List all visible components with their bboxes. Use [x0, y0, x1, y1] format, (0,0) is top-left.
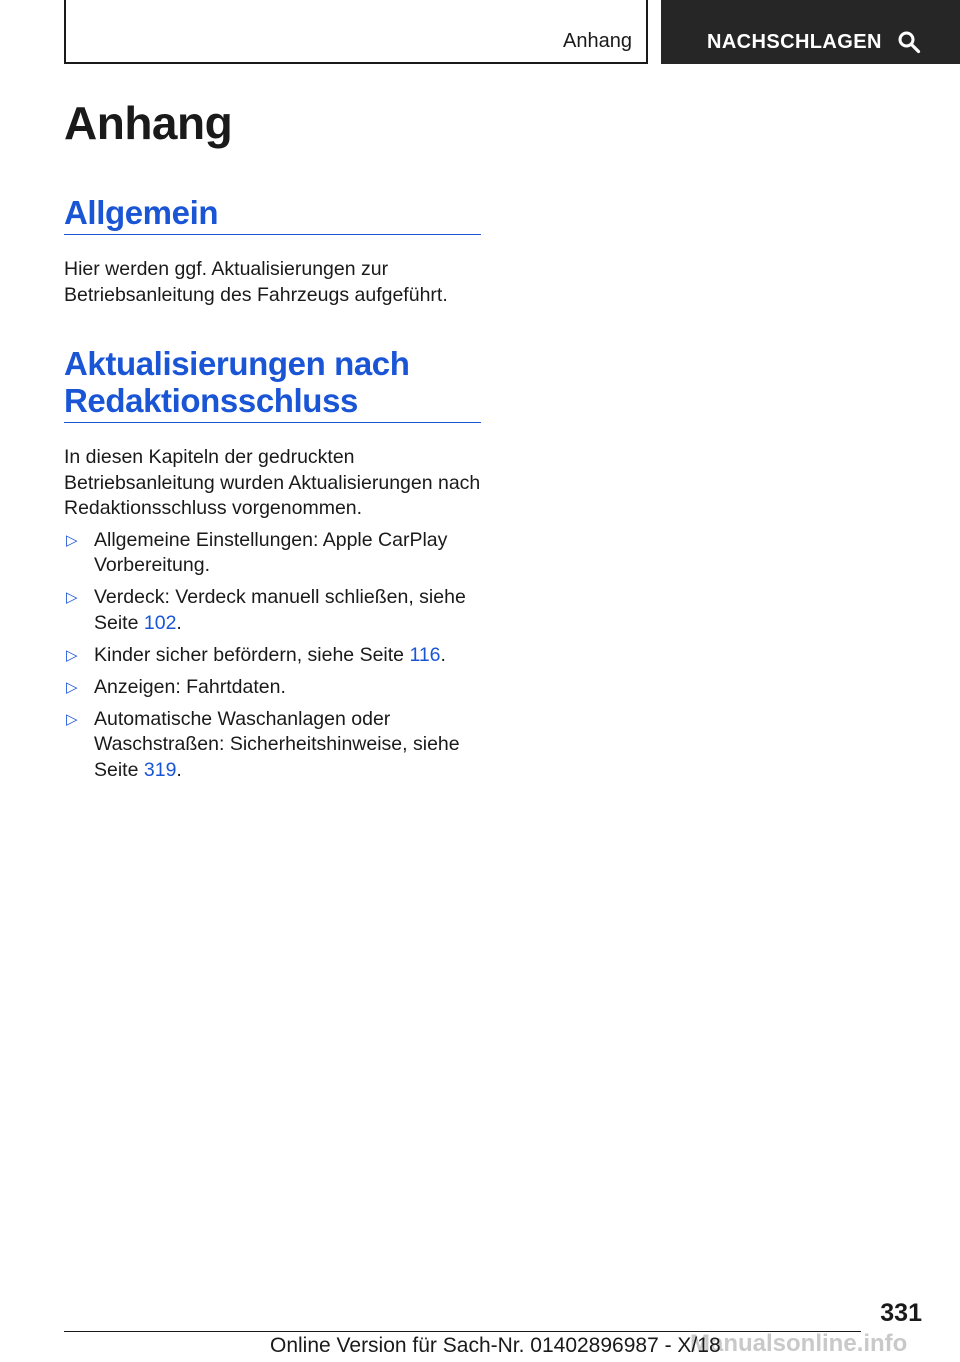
footer-watermark: Manualsonline.info: [690, 1330, 908, 1357]
section-heading: Aktualisierungen nach Redaktionsschluss: [64, 345, 481, 423]
section-allgemein: [64, 194, 481, 308]
header-section-tab[interactable]: [661, 0, 960, 64]
section-body: In diesen Kapiteln der gedruckten Betriebsanleitung wurden Aktualisierungen nach Redaktionsschluss vorgenommen.: [64, 446, 481, 519]
page-link[interactable]: 102: [143, 611, 177, 634]
list-item: [64, 643, 481, 669]
header-chapter-box: [64, 0, 648, 64]
search-icon[interactable]: [897, 30, 921, 54]
page-number: 331: [880, 1299, 922, 1327]
update-list: [64, 528, 481, 784]
page-link[interactable]: 116: [409, 643, 441, 666]
list-item-text: Automatische Waschanlagen oder Waschstraßen: Sicherheitshinweise, siehe Seite: [94, 707, 460, 781]
list-item: [64, 675, 481, 701]
page-title: Anhang: [64, 97, 233, 149]
list-item: [64, 528, 481, 579]
list-item-text: Verdeck: Verdeck manuell schließen, siehe Seite: [94, 586, 466, 634]
list-item-text: Allgemeine Einstellungen: Apple CarPlay Vorbereitung.: [94, 528, 448, 576]
section-body: Hier werden ggf. Aktualisierungen zur Betriebsanleitung des Fahrzeugs aufgeführt.: [64, 258, 448, 306]
list-item-text: Kinder sicher befördern, siehe Seite: [94, 643, 410, 666]
list-item: [64, 585, 481, 636]
page-link[interactable]: 319: [143, 758, 177, 781]
section-aktualisierungen: [64, 345, 481, 790]
footer-text: Online Version für Sach-Nr. 01402896987 - X/18: [270, 1334, 721, 1357]
section-heading: Allgemein: [64, 194, 481, 235]
header-section-label: NACHSCHLAGEN: [707, 31, 882, 53]
list-item-suffix: .: [440, 643, 446, 666]
triangle-bullet-icon: ▷: [66, 646, 78, 664]
header-chapter-label: Anhang: [563, 30, 632, 52]
triangle-bullet-icon: ▷: [66, 589, 78, 606]
triangle-bullet-icon: ▷: [66, 678, 78, 696]
triangle-bullet-icon: ▷: [66, 531, 78, 549]
list-item-suffix: .: [176, 611, 182, 634]
list-item: [64, 707, 481, 784]
list-item-suffix: .: [176, 758, 182, 781]
list-item-text: Anzeigen: Fahrtdaten.: [94, 675, 286, 698]
triangle-bullet-icon: ▷: [66, 710, 78, 728]
